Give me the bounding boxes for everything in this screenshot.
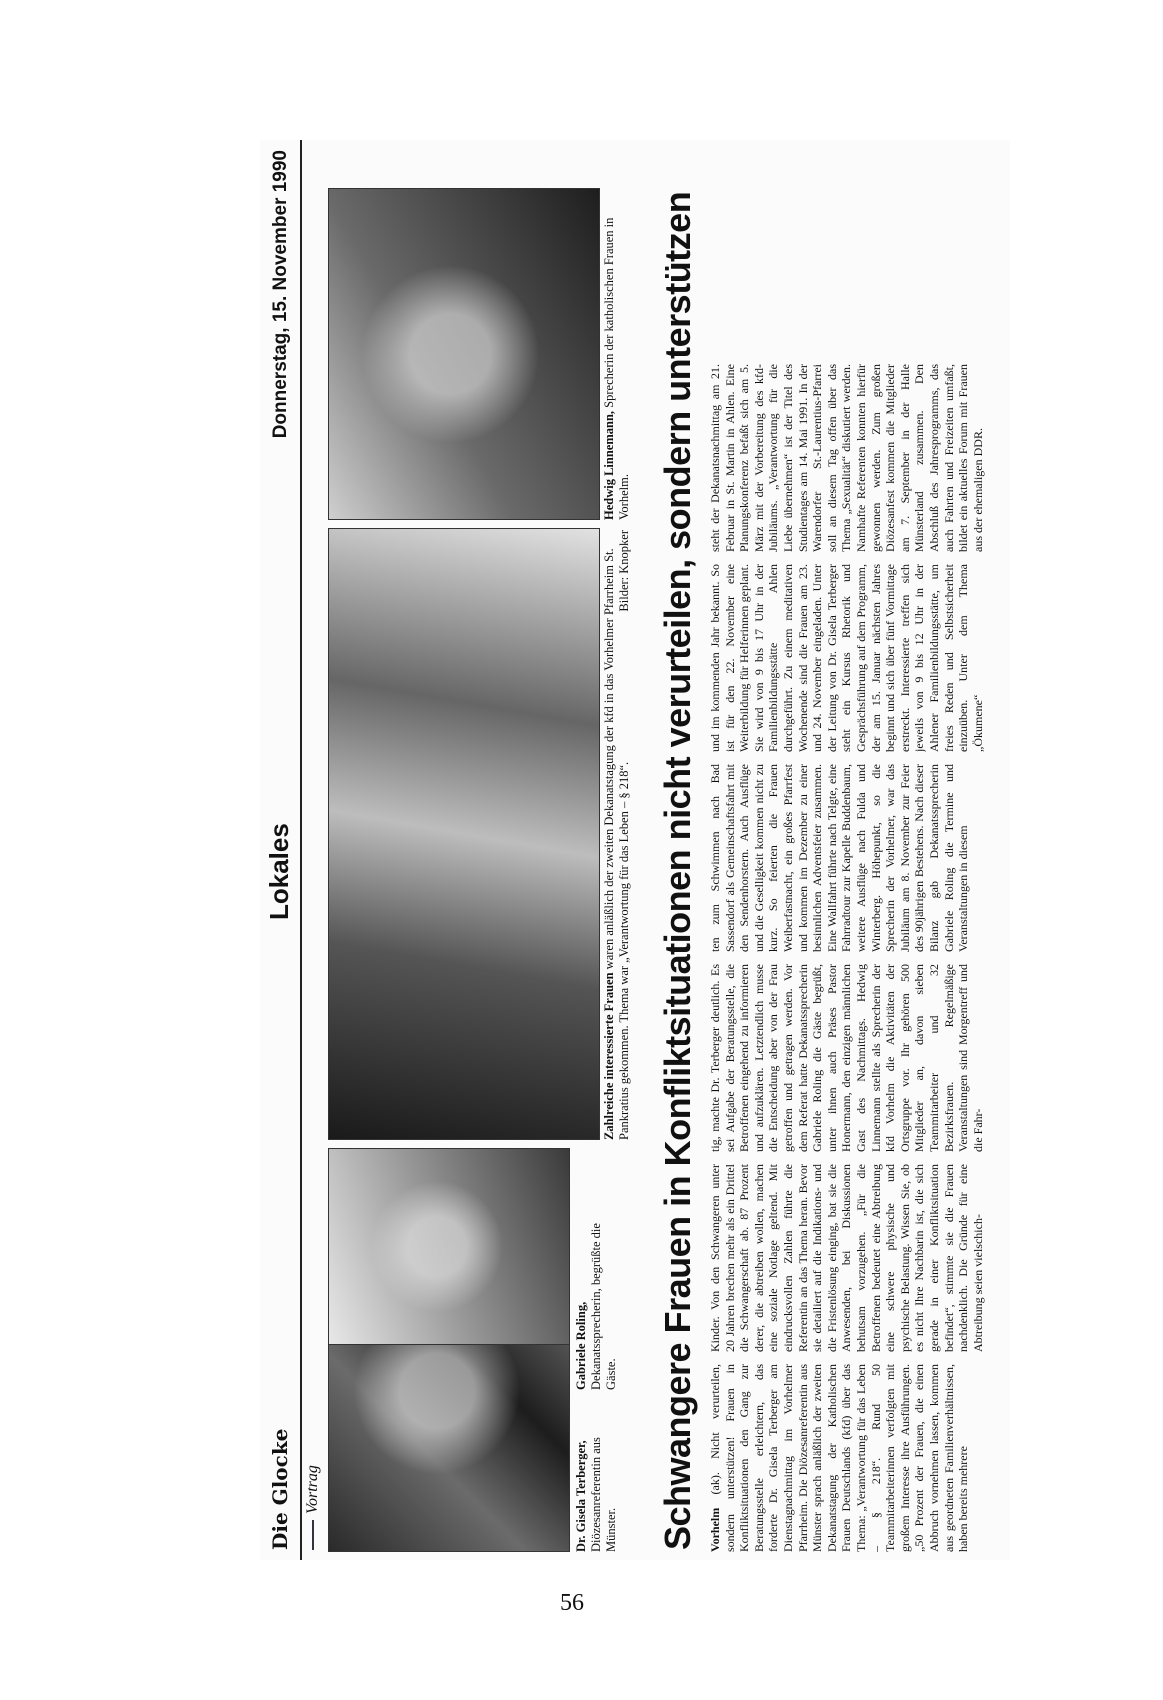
article-column-1: Vorhelm (ak). Nicht verurteilen, sondern unterstützen! Frauen in Konfliktsituationen den Gang zur Beratungsstelle erleichtern, das forderte Dr. Gisela Terberger am Dienstagnachmittag im Vorhelmer Pfarrheim. Die Diözesanreferentin aus Münster sprach anläßlich der zweiten Dekanatstagung der Katholischen Frauen Deutschlands (kfd) über das Thema: „Verantwortung für das Leben – § 218“. Rund 50 Teammitarbeiterinnen verfolgten mit großem Interesse ihre Ausführungen. „50 Prozent der Frauen, die einen Abbruch vornehmen lassen, kommen aus geordneten Familienverhältnissen, haben bereits mehrere (708, 1364, 971, 1552)
photo-roling (328, 1148, 570, 1345)
article-column-4: ten zum Schwimmen nach Bad Sassendorf als Gemeinschaftsfahrt mit den Sendenhorstern. Auch Ausflüge und die Geselligkeit kommen nicht zu kurz. So feierten die Frauen Weiberfastnacht, ein großes Pfarrfest und kommen im Dezember zu einer besinnlichen Adventsfeier zusammen. Eine Wallfahrt führte nach Telgte, eine Fahrradtour zur Kapelle Buddenbaum, weitere Ausflüge nach Fulda und Winterberg. Höhepunkt, so die Sprecherin der Vorhelmer, war das Jubiläum am 8. November zur Feier des 90jährigen Bestehens. Nach dieser Bilanz gab Dekanatssprecherin Gabriele Roling die Termine und Veranstaltungen in diesem (708, 764, 971, 952)
photo-group (328, 528, 600, 1140)
newspaper-clipping (260, 140, 1010, 1560)
caption-group: Zahlreiche interessierte Frauen waren anläßlich der zweiten Dekanatstagung der kfd in das Vorhelmer Pfarrheim St. Pankratius gekommen. Thema war „Verantwortung für das Leben – § 218“. Bilder: Knopker (602, 530, 631, 1140)
caption-terberger: Dr. Gisela Terberger, Diözesanreferentin aus Münster. (574, 1437, 618, 1552)
article-column-3: tig, machte Dr. Terberger deutlich. Es sei Aufgabe der Beratungsstelle, die Betroffenen eingehend zu informieren und aufzuklären. Letztendlich musse die Entscheidung aber von der Frau getroffen und getragen werden. Vor dem Referat hatte Dekanatssprecherin Gabriele Roling die Gäste begrüßt, unter ihnen auch Präses Pastor Honermann, den einzigen männlichen Gast des Nachmittags. Hedwig Linnemann stellte als Sprecherin der kfd Vorhelm die Aktivitäten der Ortsgruppe vor. Ihr gehören 500 Mitglieder an, davon sieben Teammitarbeiter und 32 Bezirksfrauen. Regelmäßige Veranstaltungen sind Morgentreff und die Fahr- (708, 964, 985, 1152)
article-column-5: und im kommenden Jahr bekannt. So ist für den 22. November eine Weiterbildung für Helferinnen geplant. Sie wird von 9 bis 17 Uhr in der Familienbildungsstätte Ahlen durchgeführt. Zu einem meditativen Wochenende sind die Frauen am 23. und 24. November eingeladen. Unter der Leitung von Dr. Gisela Terberger steht ein Kursus Rhetorik und Gesprächsführung auf dem Programm, der am 15. Januar nächsten Jahres beginnt und sich über fünf Vormittage erstreckt. Interessierte treffen sich jeweils von 9 bis 12 Uhr in der Ahlener Familienbildungsstätte, um freies Reden und Selbstsicherheit einzuüben. Unter dem Thema „Ökumene“ (708, 564, 985, 752)
issue-date: Donnerstag, 15. November 1990 (270, 150, 291, 439)
newspaper-logo: Die Glocke (268, 1428, 292, 1550)
section-title: Lokales (264, 823, 294, 920)
article-column-6: steht der Dekanatsnachmittag am 21. Februar in St. Martin in Ahlen. Eine Planungskonferenz befaßt sich am 5. März mit der Vorbereitung des kfd-Jubiläums. „Verantwortung für die Liebe übernehmen“ ist der Titel des Studientages am 14. Mai 1991. In der Warendorfer St.-Laurentius-Pfarrei soll an diesem Tag offen über das Thema „Sexualität“ diskutiert werden. Namhafte Referenten konnten hierfür gewonnen werden. Zum großen Diözesanfest kommen die Mitglieder am 7. September in der Halle Münsterland zusammen. Den Abschluß des Jahresprogramms, das auch Fahrten und Freizeiten umfaßt, bildet ein aktuelles Forum mit Frauen aus der ehemaligen DDR. (708, 364, 985, 552)
headline: Schwangere Frauen in Konfliktsituationen nicht verurteilen, sondern unterstützen (657, 191, 698, 1550)
masthead (260, 140, 302, 1560)
caption-roling: Gabriele Roling, Dekanatssprecherin, begrüßte die Gäste. (574, 1223, 618, 1390)
photo-linnemann (328, 188, 600, 520)
caption-linnemann: Hedwig Linnemann, Sprecherin der katholischen Frauen in Vorhelm. (602, 217, 631, 520)
article-column-2: Kinder. Von den Schwangeren unter 20 Jahren brechen mehr als ein Drittel die Schwangerschaft ab. 87 Prozent derer, die abtreiben wollen, machen eine soziale Notlage geltend. Mit eindrucksvollen Zahlen führte die Referentin an das Thema heran. Bevor sie detailiert auf die Indikations- und die Fristenlösung einging, bat sie die Anwesenden, bei Diskussionen behutsam vorzugehen. „Für die Betroffenen bedeutet eine Abtreibung eine schwere physische und psychische Belastung. Wissen Sie, ob es nicht Ihre Nachbarin ist, die sich gerade in einer Konfliktsituation befindet“, stimmte sie die Frauen nachdenklich. Die Gründe für eine Abtreibung seien vielschich- (708, 1164, 985, 1352)
page-number: 56 (560, 1590, 584, 1616)
kicker: Vortrag (304, 1465, 322, 1550)
